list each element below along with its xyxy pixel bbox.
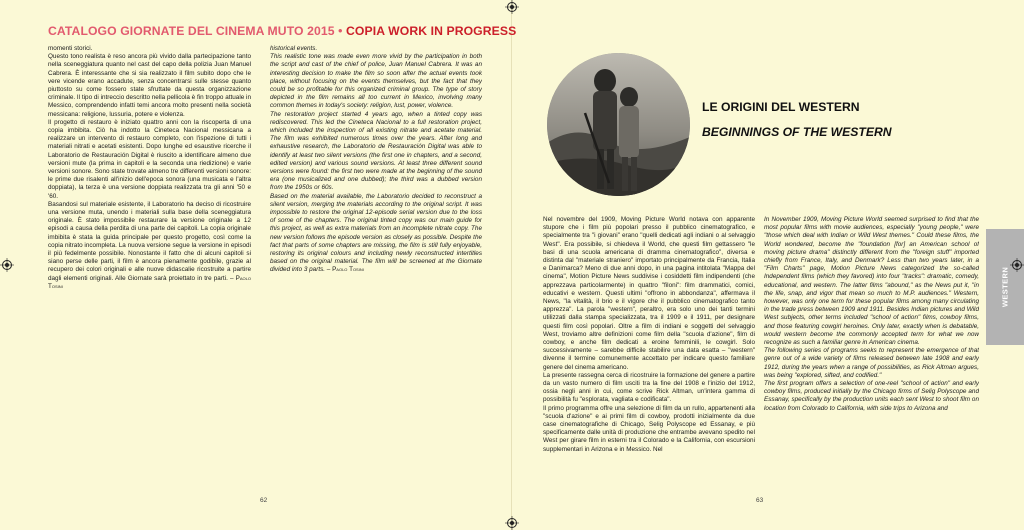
paragraph: The restoration project started 4 years ago, when a tinted copy was rediscovered. This led the Cineteca Nacional to a full restoration project, which included the inspection of all existing nitrate and acetate material. The film was exhibited numerous times over the years. After long and exhaustive research, the Laboratorio de Restauración Digital was able to identify at least two silent versions (the first one in chapters, and a second, edited version) and various sound versions. At least three different sound versions were found: the first two were made at the beginning of the sound era (one musicalized and one dubbed); the third was a dubbed version from the 1950s or 60s.	[270, 110, 482, 192]
paragraph: In November 1909, Moving Picture World seemed surprised to find that the most popular films with movie audiences, especially "young people," were "those which deal with Indian or Wild West themes." Could these films, the World wondered, become the "foundation [for] an American school of moving picture drama" distinctly different from the "foreign stuff" imported chiefly from France, Italy, and Denmark? Less than two years later, in a "Film Charts" page, Motion Picture News categorized the so-called Independent films (which they favored) into four "tracks": dramatic, comedy, educational, and western. The latter films "abound," as the News put it, "in the life, snap, and vigor that mean so much to M.P. audiences." Western, however, was only one term for these popular films among many circulating in the trade press between 1909 and 1911. Besides Indian pictures and Wild West subjects, other terms included "school of action" films, cowboy films, and those featuring cowgirl heroines. Only later, exactly when is debatable, would western become the commonly accepted term for what we now recognize as such a familiar genre in American cinema.	[764, 216, 979, 347]
section-side-tab	[986, 229, 1024, 345]
english-text-column	[270, 45, 482, 320]
paragraph: The first program offers a selection of one-reel "school of action" and early cowboy films, produced initially by the Chicago firms of Selig Polyscope and Essanay, specifically by the production units each sent West to shoot film on location from Colorado to California, with side trips to Arizona and	[764, 380, 979, 412]
paragraph: La presente rassegna cerca di ricostruire la formazione del genere a partire da un vasto numero di film usciti tra la fine del 1908 e l'inizio del 1912, ossia negli anni in cui, come scrive Rick Altman, un'intera gamma di possibilità fu "esplorata, vagliata e codificata".	[543, 371, 755, 404]
paragraph: Il primo programma offre una selezione di film da un rullo, appartenenti alla "scuola d'azione" e ai primi film di cowboy, prodotti inizialmente da due case cinematografiche di Chicago, Selig Polyscope ed Essanay, e più specificamente dalle unità di produzione che entrambe avevano spedito nel West per girare film in esterni tra il Colorado e la California, con escursioni supplementari in Arizona e in Messico. Nel	[543, 404, 755, 453]
western-still-photo	[547, 53, 690, 196]
paragraph: The following series of programs seeks to represent the emergence of that genre out of a wide variety of films released between late 1908 and early 1912, during the years when a range of possibilities, as Rick Altman argues, was being "explored, sifted, and codified."	[764, 347, 979, 379]
catalog-header	[48, 24, 517, 38]
side-tab-label: WESTERN	[1000, 266, 1010, 308]
page-number-left: 62	[260, 497, 268, 504]
registration-mark-icon	[505, 516, 519, 530]
english-text-column	[764, 216, 979, 516]
italian-text-column	[543, 216, 755, 516]
paragraph: Nel novembre del 1909, Moving Picture World notava con apparente stupore che i film più popolari presso il pubblico cinematografico, e specialmente tra "i giovani" erano "quelli dedicati agli indiani o al selvaggio West". Era possibile, si chiedeva il World, che questi film gettassero "le basi di una scuola americana di dramma cinematografico", diversa e distinta dal "materiale straniero" importato principalmente da Francia, Italia e Danimarca? Meno di due anni dopo, in una pagina intitolata "Mappa del cinema", Motion Picture News suddivise i cosiddetti film indipendenti (che apprezzava particolarmente) in quattro "filoni": film drammatici, comici, educativi e western. Questi ultimi "offrono in abbondanza", affermava il News, "la vitalità, il brio e il vigore che il pubblico cinematografico tanto apprezza". La parola "western", peraltro, era solo uno dei tanti termini utilizzati dalla stampa specializzata, tra il 1909 e il 1911, per designare questi film così popolari. Oltre a film di indiani e soggetti del selvaggio West, troviamo altre definizioni come film della "scuola d'azione", film di cowboy, e anche film dedicati a eroine femminili, le cowgirl. Solo successivamente – sarebbe difficile stabilire una data esatta – "western" divenne il termine comunemente accettato per indicare questo familiare genere del cinema americano.	[543, 216, 755, 371]
catalog-title: CATALOGO GIORNATE DEL CINEMA MUTO 2015	[48, 24, 335, 38]
page-number-right: 63	[756, 497, 764, 504]
paragraph: Questo tono realista è reso ancora più vivido dalla partecipazione tanto nella sceneggiatura quanto nel cast del capo della polizia Juan Manuel Cabrera. È interessante che si sia realizzato il film subito dopo che le vere vicende erano accadute, senza concentrarsi sulle stesse quanto piuttosto su come fossero state sfruttate da questa organizzazione criminale. Il tipo di intreccio descritto nella pellicola è fin troppo attuale in Messico, comprendendo infatti temi ancora molto presenti nella società messicana: religione, lussuria, potere e violenza.	[48, 53, 251, 118]
paragraph: historical events.	[270, 45, 318, 52]
work-in-progress-label: COPIA WORK IN PROGRESS	[346, 24, 517, 38]
paragraph: This realistic tone was made even more vivid by the participation in both the script and cast of the chief of police, Juan Manuel Cabrera. It was an interesting decision to make the film so soon after the actual events took place, without focusing on the events themselves, but the fact that they could be so profitable for this organized criminal group. The type of story depicted in the film remains all too current in Mexico, involving many common themes in today's society: religion, lust, power, violence.	[270, 53, 482, 110]
paragraph: Based on the material available, the Laboratorio decided to reconstruct a silent version, merging the materials according to the original script. It was impossible to restore the original 12-episode serial version due to the loss of some of the chapters. The original tinted copy was our main guide for this project, as well as extra materials from an incomplete nitrate copy. The new version follows the episode version as closely as possible. Despite the fact that parts of some chapters are missing, the film is still fully enjoyable, restoring its original colours and including newly reconstructed intertitles based on the original material. The film will be screened at the Giornate divided into 3 parts. – Paolo Tosini	[270, 192, 482, 274]
registration-mark-icon	[0, 258, 14, 272]
paragraph: Il progetto di restauro è iniziato quattro anni con la riscoperta di una copia imbibita. Ciò ha indotto la Cineteca Nacional messicana a realizzare un intervento di restauro completo, con l'ispezione di tutti i materiali nitrati e acetati esistenti. Dopo lunghe ed esaustive ricerche il Laboratorio de Restauración Digital è riuscito a identificare almeno due versioni mute (la prima in capitoli e la seconda una riedizione) e varie versioni sonore. Sono state trovate almeno tre differenti versioni sonore: le prime due risalenti all'inizio dell'epoca sonora (una musicata e l'altra doppiata), la terza è una versione doppiata realizzata tra gli anni '50 e '60.	[48, 118, 251, 200]
photo-image	[547, 53, 690, 196]
registration-mark-icon	[1010, 258, 1024, 272]
paragraph: momenti storici.	[48, 45, 93, 52]
italian-text-column	[48, 45, 251, 315]
header-separator: •	[338, 24, 343, 38]
paragraph: Basandosi sul materiale esistente, il Laboratorio ha deciso di ricostruire una versione muta, unendo i materiali sulla base della sceneggiatura originale. È stato impossibile restaurare la versione originale a 12 episodi a causa della perdita di una parte dei capitoli. La copia originale imbibita è stata la guida principale per questo progetto, così come la copia nitrato incompleta. La nuova versione segue la versione in episodi il più fedelmente possibile. Nonostante il fatto che di alcuni capitoli si siano perse delle parti, il film è ancora pienamente godibile, grazie al recupero dei colori originali e alle nuove didascalie ricostruite a partire dagli elementi originali. Alle Giornate sarà proiettato in tre parti. – Paolo Tosini	[48, 200, 251, 290]
section-title-italian: LE ORIGINI DEL WESTERN	[702, 100, 860, 114]
registration-mark-icon	[505, 0, 519, 14]
section-title-english: BEGINNINGS OF THE WESTERN	[702, 125, 892, 139]
author-signature: – Paolo Tosini	[48, 274, 251, 290]
author-signature: – Paolo Tosini	[326, 266, 364, 274]
